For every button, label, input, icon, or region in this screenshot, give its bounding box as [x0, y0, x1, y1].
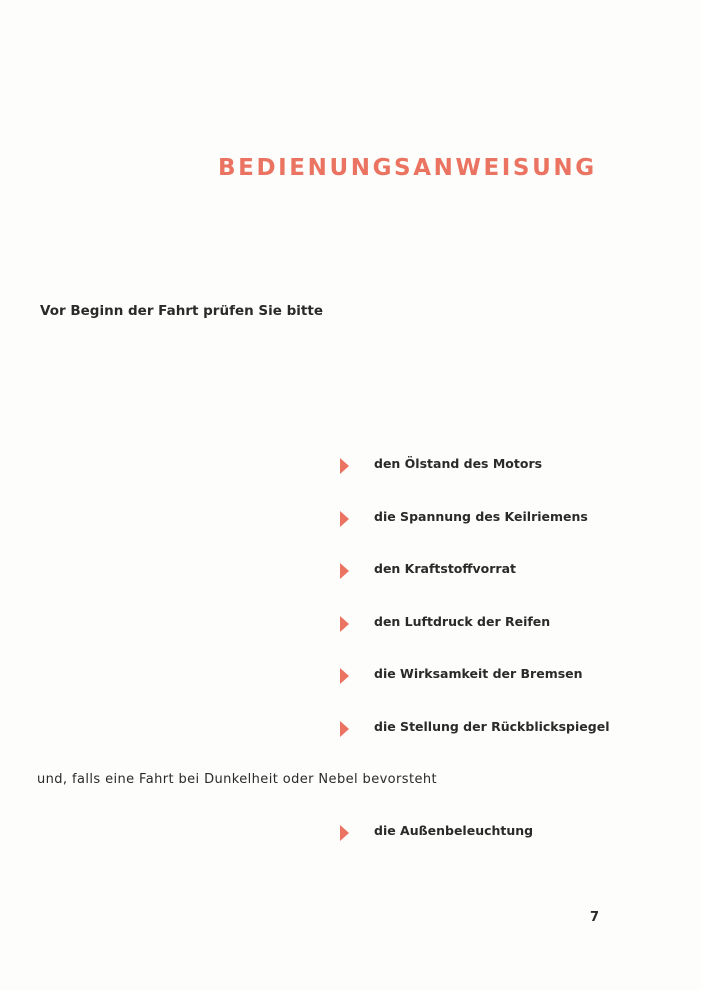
checklist-item-text: den Ölstand des Motors [374, 456, 543, 471]
arrow-right-icon [340, 458, 349, 474]
page-title: BEDIENUNGSANWEISUNG [218, 155, 597, 182]
intro-text: Vor Beginn der Fahrt prüfen Sie bitte [40, 303, 323, 319]
checklist-item-text: die Spannung des Keilriemens [374, 508, 588, 524]
checklist-item [340, 823, 533, 876]
checklist-item [340, 561, 609, 614]
checklist [340, 456, 609, 771]
checklist-item [340, 509, 609, 562]
arrow-right-icon [340, 668, 349, 684]
arrow-right-icon [340, 563, 349, 579]
condition-text: und, falls eine Fahrt bei Dunkelheit oder Nebel bevorsteht [37, 772, 437, 787]
checklist-item [340, 719, 609, 772]
checklist-item-text: die Stellung der Rückblickspiegel [374, 718, 610, 734]
arrow-right-icon [340, 616, 349, 632]
checklist-item [340, 666, 609, 719]
checklist-item-text: die Außenbeleuchtung [374, 823, 534, 838]
extra-checklist [340, 823, 533, 876]
checklist-item-text: den Luftdruck der Reifen [374, 613, 551, 629]
checklist-item-text: die Wirksamkeit der Bremsen [374, 666, 583, 681]
arrow-right-icon [340, 825, 349, 841]
checklist-item-text: den Kraftstoffvorrat [374, 561, 516, 576]
checklist-item [340, 456, 609, 509]
arrow-right-icon [340, 721, 349, 737]
checklist-item [340, 614, 609, 667]
arrow-right-icon [340, 511, 349, 527]
page-number: 7 [590, 910, 600, 925]
